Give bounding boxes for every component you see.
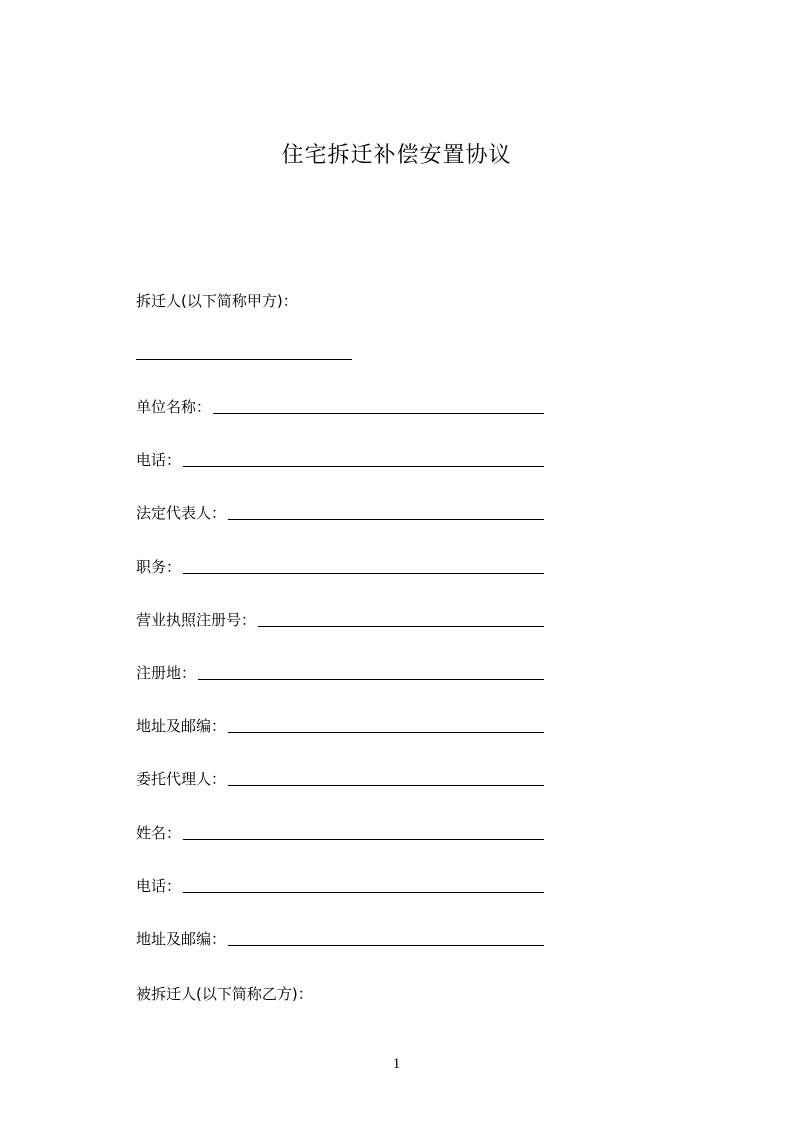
- field-blank[interactable]: [183, 892, 544, 893]
- party-a-name-blank[interactable]: [136, 359, 352, 360]
- field-blank[interactable]: [258, 626, 544, 627]
- field-label: 电话：: [136, 877, 182, 895]
- field-business-license-number: [136, 607, 544, 631]
- field-label: 委托代理人：: [136, 770, 227, 788]
- field-legal-representative: [136, 500, 544, 524]
- field-blank[interactable]: [183, 466, 544, 467]
- field-label: 电话：: [136, 451, 182, 469]
- field-label: 地址及邮编：: [136, 930, 227, 948]
- party-a-heading: 拆迁人(以下简称甲方)：: [136, 292, 298, 310]
- field-blank[interactable]: [228, 732, 544, 733]
- party-b-heading: 被拆迁人(以下简称乙方)：: [136, 985, 313, 1003]
- field-label: 法定代表人：: [136, 504, 227, 522]
- field-label: 职务：: [136, 558, 182, 576]
- field-label: 注册地：: [136, 664, 197, 682]
- field-blank[interactable]: [228, 519, 544, 520]
- field-blank[interactable]: [198, 679, 544, 680]
- field-label: 姓名：: [136, 824, 182, 842]
- field-agent-name: [136, 820, 544, 844]
- field-blank[interactable]: [228, 785, 544, 786]
- page-number: 1: [392, 1056, 401, 1072]
- field-blank[interactable]: [183, 839, 544, 840]
- field-blank[interactable]: [183, 573, 544, 574]
- field-phone: [136, 447, 544, 471]
- field-position: [136, 554, 544, 578]
- field-blank[interactable]: [228, 945, 544, 946]
- field-address-postcode: [136, 713, 544, 737]
- field-label: 单位名称：: [136, 398, 212, 416]
- field-label: 营业执照注册号：: [136, 611, 257, 629]
- field-unit-name: [136, 394, 544, 418]
- field-label: 地址及邮编：: [136, 717, 227, 735]
- field-blank[interactable]: [213, 413, 544, 414]
- document-title: 住宅拆迁补偿安置协议: [281, 143, 512, 168]
- field-authorized-agent: [136, 766, 544, 790]
- field-registered-place: [136, 660, 544, 684]
- field-agent-phone: [136, 873, 544, 897]
- field-agent-address-postcode: [136, 926, 544, 950]
